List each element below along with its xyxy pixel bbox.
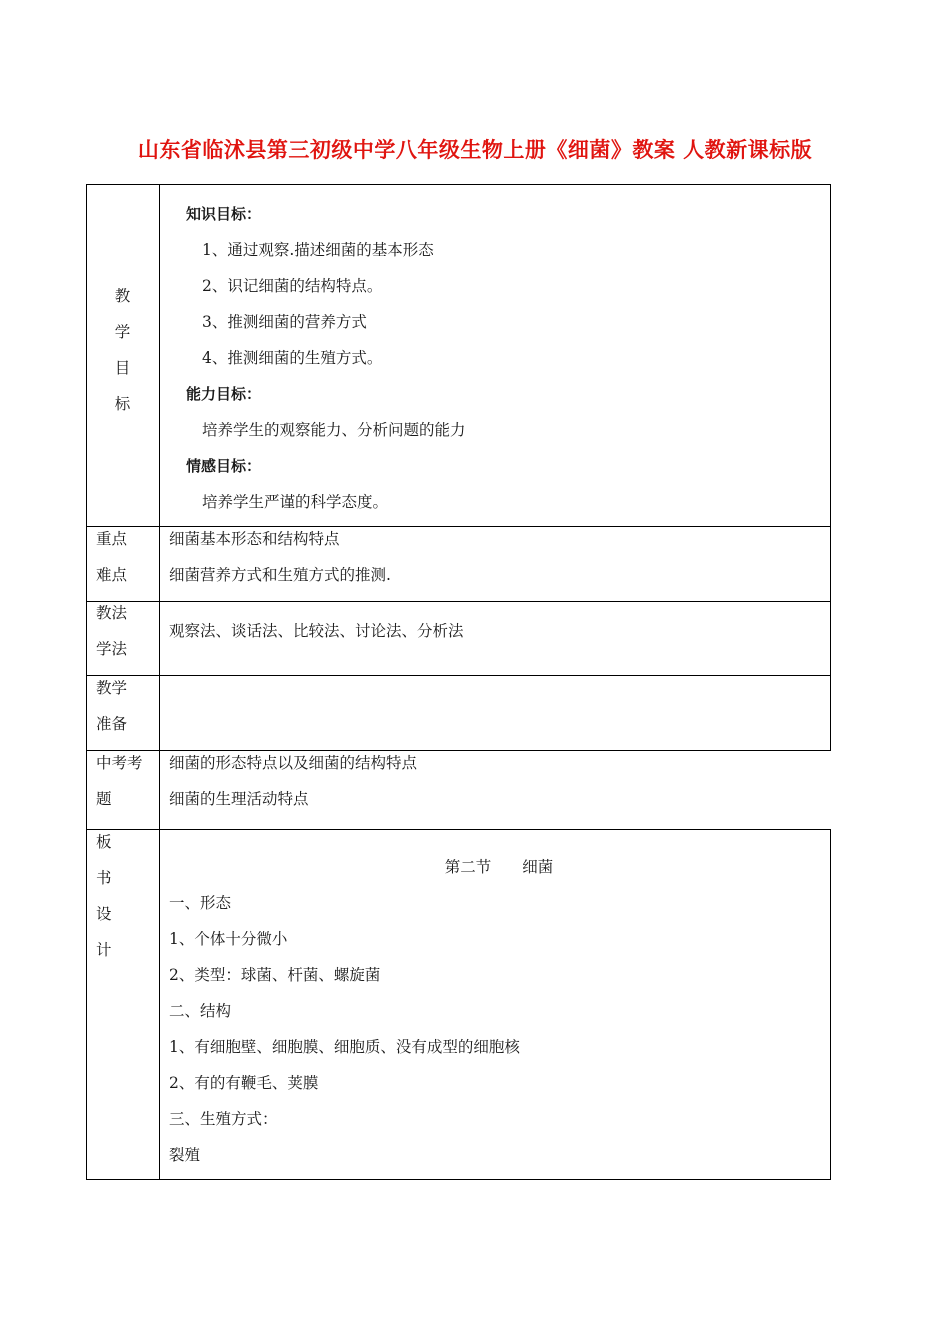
knowledge-item: 1、通过观察.描述细菌的基本形态 — [202, 241, 434, 259]
board-content — [169, 849, 829, 1173]
ability-text: 培养学生的观察能力、分析问题的能力 — [202, 421, 466, 439]
board-line: 2、有的有鞭毛、荚膜 — [169, 1074, 319, 1092]
key-points-label: 重点 难点 — [96, 530, 128, 584]
methods-label: 教法 学法 — [96, 604, 128, 658]
exam-content — [169, 745, 417, 817]
board-label: 板 书 设 计 — [96, 833, 112, 959]
exam-line: 细菌的生理活动特点 — [169, 790, 309, 808]
board-line: 三、生殖方式： — [169, 1110, 278, 1128]
table-border-top — [86, 184, 831, 185]
ability-heading: 能力目标： — [186, 385, 262, 403]
board-line: 一、形态 — [169, 894, 232, 912]
board-line: 1、有细胞壁、细胞膜、细胞质、没有成型的细胞核 — [169, 1038, 520, 1056]
row-divider — [86, 675, 831, 676]
emotion-text: 培养学生严谨的科学态度。 — [202, 493, 389, 511]
preparation-label: 教学 准备 — [96, 679, 128, 733]
methods-text: 观察法、谈话法、比较法、讨论法、分析法 — [169, 622, 464, 640]
board-line: 1、个体十分微小 — [169, 930, 288, 948]
exam-label: 中考考 题 — [96, 754, 143, 808]
objectives-label: 教 学 目 标 — [114, 287, 131, 413]
objectives-content — [186, 196, 466, 520]
board-line: 2、类型：球菌、杆菌、螺旋菌 — [169, 966, 381, 984]
table-border-right — [830, 829, 831, 1180]
knowledge-item: 4、推测细菌的生殖方式。 — [202, 349, 383, 367]
row-divider — [86, 829, 831, 830]
board-heading: 第二节 细菌 — [444, 858, 554, 876]
knowledge-item: 2、识记细菌的结构特点。 — [202, 277, 383, 295]
table-border-right — [830, 184, 831, 750]
document-title: 山东省临沭县第三初级中学八年级生物上册《细菌》教案 人教新课标版 — [137, 138, 813, 162]
key-point-line: 细菌营养方式和生殖方式的推测. — [169, 566, 391, 584]
board-line: 裂殖 — [169, 1146, 201, 1164]
emotion-heading: 情感目标： — [186, 457, 262, 475]
knowledge-heading: 知识目标： — [186, 205, 262, 223]
column-divider — [159, 184, 160, 1180]
key-points-content — [169, 521, 391, 593]
key-point-line: 细菌基本形态和结构特点 — [169, 530, 340, 548]
exam-line: 细菌的形态特点以及细菌的结构特点 — [169, 754, 418, 772]
methods-content — [169, 613, 464, 649]
board-line: 二、结构 — [169, 1002, 232, 1020]
knowledge-item: 3、推测细菌的营养方式 — [202, 313, 367, 331]
row-divider — [86, 601, 831, 602]
table-border-bottom — [86, 1179, 831, 1180]
